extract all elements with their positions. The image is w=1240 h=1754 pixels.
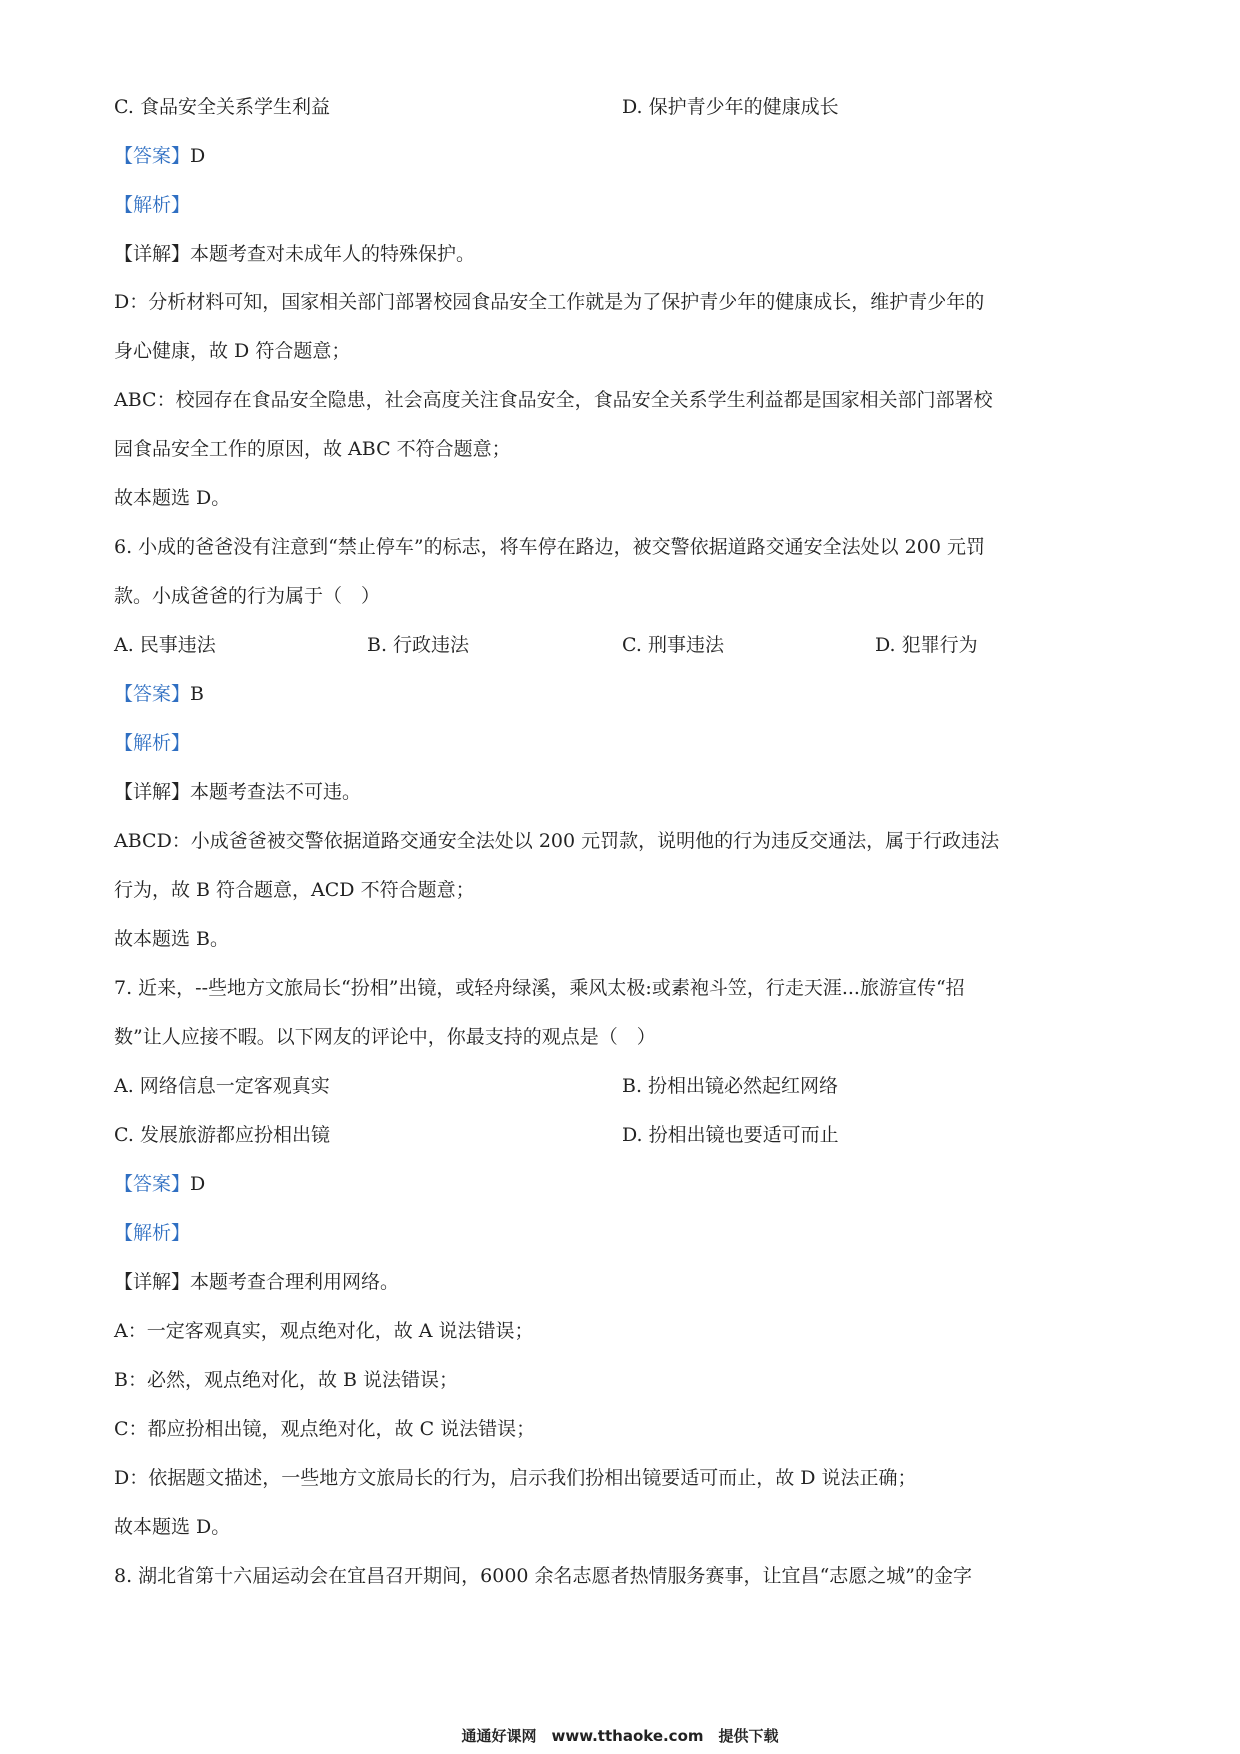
- question-stem: 6. 小成的爸爸没有注意到“禁止停车”的标志，将车停在路边，被交警依据道路交通安全法处以 200 元罚: [114, 536, 985, 558]
- explanation-line: 行为，故 B 符合题意，ACD 不符合题意；: [114, 879, 475, 901]
- question-stem: 7. 近来，--些地方文旅局长“扮相”出镜，或轻舟绿溪，乘风太极:或素袍斗笠，行走天涯...旅游宣传“招: [114, 977, 965, 999]
- analysis-tag: 【解析】: [114, 1222, 191, 1244]
- analysis-tag: 【解析】: [114, 732, 191, 754]
- answer-tag: 【答案】: [114, 683, 191, 705]
- answer-tag: 【答案】: [114, 1173, 191, 1195]
- explanation-line: ABC：校园存在食品安全隐患，社会高度关注食品安全，食品安全关系学生利益都是国家相关部门部署校: [114, 389, 993, 411]
- explanation-line: A：一定客观真实，观点绝对化，故 A 说法错误；: [114, 1320, 534, 1342]
- answer-line: [114, 142, 205, 170]
- explanation-line: B：必然，观点绝对化，故 B 说法错误；: [114, 1369, 459, 1391]
- question-stem: 款。小成爸爸的行为属于（ ）: [114, 585, 381, 607]
- detail-line: 【详解】本题考查对未成年人的特殊保护。: [114, 243, 476, 265]
- explanation-line: 园食品安全工作的原因，故 ABC 不符合题意；: [114, 438, 511, 460]
- option-a: A. 民事违法: [114, 634, 216, 656]
- detail-line: 【详解】本题考查法不可违。: [114, 781, 362, 803]
- conclusion-line: 故本题选 D。: [114, 487, 231, 509]
- option-b: B. 行政违法: [367, 634, 470, 656]
- option-d: D. 保护青少年的健康成长: [622, 96, 839, 118]
- detail-line: 【详解】本题考查合理利用网络。: [114, 1271, 400, 1293]
- answer-value: B: [190, 683, 204, 705]
- conclusion-line: 故本题选 D。: [114, 1516, 231, 1538]
- option-c: C. 发展旅游都应扮相出镜: [114, 1124, 330, 1146]
- conclusion-line: 故本题选 B。: [114, 928, 230, 950]
- option-d: D. 犯罪行为: [875, 634, 978, 656]
- option-b: B. 扮相出镜必然起红网络: [622, 1075, 839, 1097]
- answer-line: [114, 1170, 205, 1198]
- explanation-line: C：都应扮相出镜，观点绝对化，故 C 说法错误；: [114, 1418, 536, 1440]
- footer-watermark: 通通好课网 www.tthaoke.com 提供下载: [461, 1727, 779, 1745]
- option-a: A. 网络信息一定客观真实: [114, 1075, 330, 1097]
- question-stem: 8. 湖北省第十六届运动会在宜昌召开期间，6000 余名志愿者热情服务赛事，让宜昌“志愿之城”的金字: [114, 1565, 972, 1587]
- option-c: C. 食品安全关系学生利益: [114, 96, 330, 118]
- explanation-line: 身心健康，故 D 符合题意；: [114, 340, 351, 362]
- answer-value: D: [190, 1173, 206, 1195]
- answer-tag: 【答案】: [114, 145, 191, 167]
- answer-line: [114, 680, 204, 708]
- analysis-tag: 【解析】: [114, 194, 191, 216]
- question-stem: 数”让人应接不暇。以下网友的评论中，你最支持的观点是（ ）: [114, 1026, 656, 1048]
- option-c: C. 刑事违法: [622, 634, 724, 656]
- option-d: D. 扮相出镜也要适可而止: [622, 1124, 839, 1146]
- explanation-line: D：依据题文描述，一些地方文旅局长的行为，启示我们扮相出镜要适可而止，故 D 说法正确；: [114, 1467, 917, 1489]
- explanation-line: ABCD：小成爸爸被交警依据道路交通安全法处以 200 元罚款，说明他的行为违反交通法，属于行政违法: [114, 830, 1000, 852]
- explanation-line: D：分析材料可知，国家相关部门部署校园食品安全工作就是为了保护青少年的健康成长，维护青少年的: [114, 291, 985, 313]
- answer-value: D: [190, 145, 206, 167]
